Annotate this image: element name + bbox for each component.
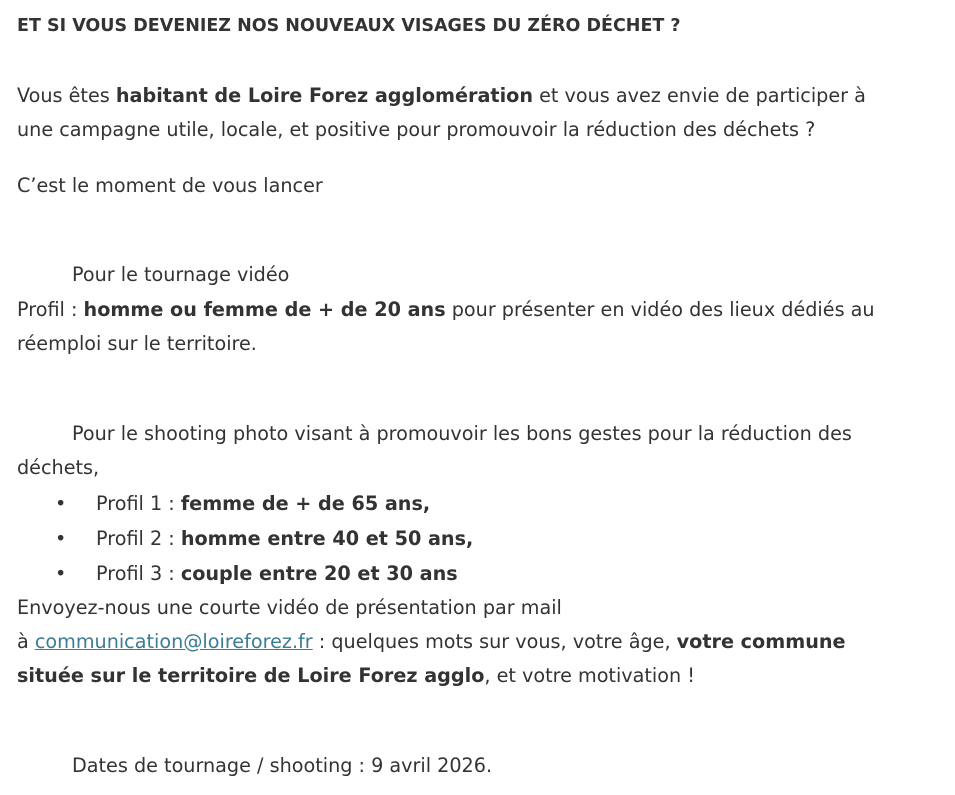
intro-paragraph (17, 79, 867, 147)
video-profile-bold: homme ou femme de + de 20 ans (83, 298, 446, 321)
contact-bold: votre commune située sur le territoire de Loire Forez agglo (17, 630, 846, 687)
intro-bold-audience: habitant de Loire Forez agglomération (115, 84, 534, 107)
bullet-icon: • (55, 492, 67, 515)
profile-label: Profil 2 : (96, 527, 181, 550)
video-title: Pour le tournage vidéo (72, 263, 290, 286)
bullet-icon: • (55, 562, 67, 585)
contact-prefix: à (17, 630, 35, 653)
profile-label: Profil 3 : (96, 562, 181, 585)
contact-paragraph (17, 625, 867, 693)
profile-value: femme de + de 65 ans, (180, 492, 431, 515)
profile-label: Profil 1 : (96, 492, 181, 515)
list-item (17, 521, 473, 556)
photo-profile-list (17, 486, 473, 591)
video-profile (17, 293, 882, 361)
contact-line: Envoyez-nous une courte vidéo de présentation par mail (17, 596, 562, 619)
bullet-icon: • (55, 527, 67, 550)
contact-end: , et votre motivation ! (484, 664, 695, 687)
email-link[interactable]: communication@loireforez.fr (34, 630, 313, 653)
intro-text-start: Vous êtes (17, 84, 116, 107)
intro-text-end: et vous avez envie de participer à une campagne utile, locale, et positive pour promouvoir la réduction des déchets ? (17, 84, 866, 141)
contact-middle: : quelques mots sur vous, votre âge, (312, 630, 677, 653)
profile-value: couple entre 20 et 30 ans (180, 562, 458, 585)
video-profile-label: Profil : (17, 298, 84, 321)
list-item (17, 556, 473, 591)
page-title: ET SI VOUS DEVENIEZ NOS NOUVEAUX VISAGES DU ZÉRO DÉCHET ? (17, 16, 681, 36)
shooting-dates: Dates de tournage / shooting : 9 avril 2026. (72, 754, 493, 777)
intro-call-to-action: C’est le moment de vous lancer (17, 174, 323, 197)
list-item (17, 486, 473, 521)
photo-title: Pour le shooting photo visant à promouvoir les bons gestes pour la réduction des déchets, (17, 422, 852, 479)
video-profile-end: pour présenter en vidéo des lieux dédiés au réemploi sur le territoire. (17, 298, 875, 355)
profile-value: homme entre 40 et 50 ans, (180, 527, 474, 550)
